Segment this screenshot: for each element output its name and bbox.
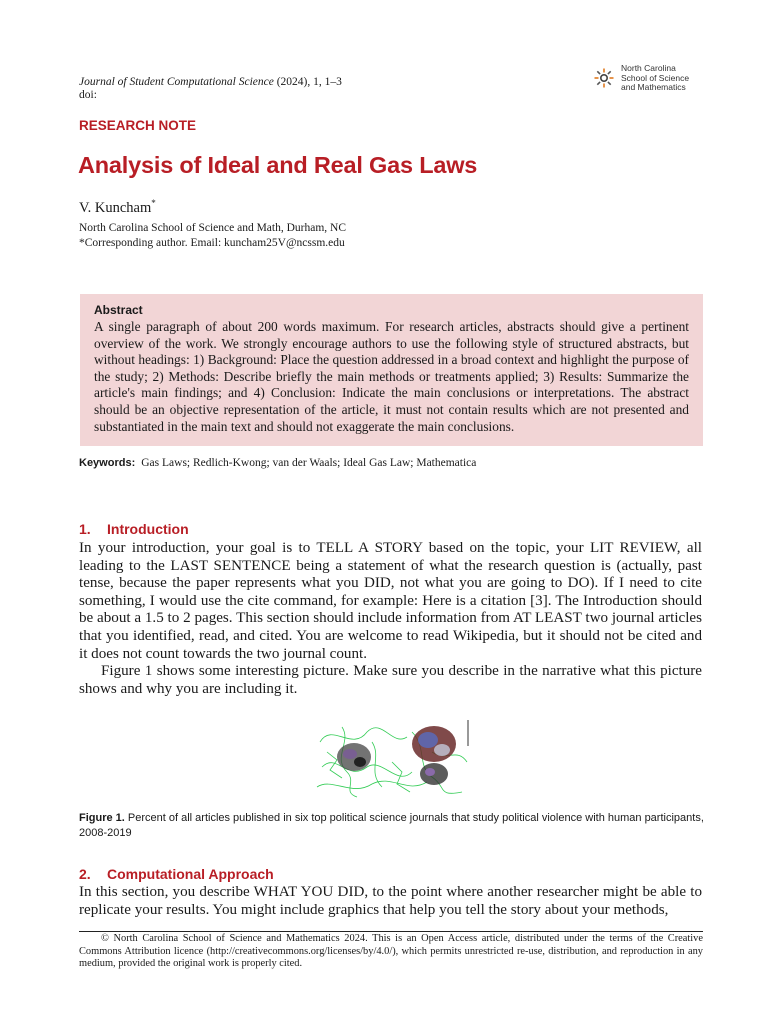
corresponding-author: *Corresponding author. Email: kuncham25V@ncssm.edu (79, 237, 345, 249)
paragraph: In this section, you describe WHAT YOU DID, to the point where another researcher might be able to replicate your results. You might include graphics that help you tell the story about your methods, (79, 884, 702, 918)
journal-citation (79, 76, 342, 102)
section-heading-computational-approach (79, 866, 274, 882)
paragraph: Figure 1 shows some interesting picture. Make sure you describe in the narrative what this picture shows and why you are including it. (79, 663, 702, 697)
figure-label: Figure 1. (79, 812, 125, 824)
abstract-heading: Abstract (94, 303, 143, 317)
article-title: Analysis of Ideal and Real Gas Laws (78, 152, 478, 178)
section-title: Introduction (107, 521, 189, 537)
affiliation: North Carolina School of Science and Math, Durham, NC (79, 222, 346, 234)
keywords-text: Gas Laws; Redlich-Kwong; van der Waals; Ideal Gas Law; Mathematica (141, 457, 477, 469)
keywords-label: Keywords: (79, 457, 136, 469)
abstract-text: A single paragraph of about 200 words maximum. For research articles, abstracts should give a pertinent overview of the work. We strongly encourage authors to use the following style of structured abstracts, but without headings: 1) Background: Place the question addressed in a broad context and highlight the purpose of the study; 2) Methods: Describe briefly the main methods or treatments applied; 3) Results: Summarize the article's main findings; and 4) Conclusion: Indicate the main conclusions or interpretations. The abstract should be an objective representation of the article, it must not contain results which are not presented and substantiated in the main text and should not exaggerate the main conclusions. (94, 319, 689, 434)
license-footnote: © North Carolina School of Science and Mathematics 2024. This is an Open Access article, distributed under the terms of the Creative Commons Attribution licence (http://creativecommons.org/licenses/by/4.0/), which permits unrestricted re-use, distribution, and reproduction in any medium, provided the original work is properly cited. (79, 933, 703, 969)
keywords (79, 457, 476, 469)
figure-caption-text: Percent of all articles published in six top political science journals that study political violence with human participants, 2008-2019 (79, 812, 704, 839)
section-number: 2. (79, 866, 91, 882)
author-mark: * (151, 198, 156, 208)
article-type: RESEARCH NOTE (79, 118, 197, 133)
section-heading-introduction (79, 521, 189, 537)
author-name: V. Kuncham (79, 199, 152, 216)
journal-meta: (2024), 1, 1–3 (276, 76, 342, 88)
logo-text: North Carolina School of Science and Mathematics (621, 63, 690, 92)
footnote-rule (79, 931, 703, 932)
affiliation-block (79, 221, 346, 251)
ncssm-logo-icon (593, 67, 615, 89)
figure-1-image (312, 712, 472, 800)
section-number: 1. (79, 521, 91, 537)
introduction-body (79, 540, 702, 698)
journal-name: Journal of Student Computational Science (79, 76, 274, 88)
institution-logo (593, 64, 689, 93)
computational-approach-body (79, 884, 702, 919)
author-line (79, 198, 156, 217)
abstract-box (80, 294, 703, 446)
doi: doi: (79, 89, 97, 101)
figure-caption (79, 811, 704, 840)
paragraph: In your introduction, your goal is to TELL A STORY based on the topic, your LIT REVIEW, all leading to the LAST SENTENCE being a statement of what the research question is (actually, past tense, because the paper represents what you DID, not what you are going to DO). If I need to cite something, I would use the cite command, for example: Here is a citation [3]. The Introduction should be about a 1.5 to 2 pages. This section should include information from AT LEAST two journal articles that you identified, read, and cited. You are welcome to read Wikipedia, but it should not be cited and it does not count towards the two journal count. (79, 540, 702, 662)
section-title: Computational Approach (107, 866, 274, 882)
